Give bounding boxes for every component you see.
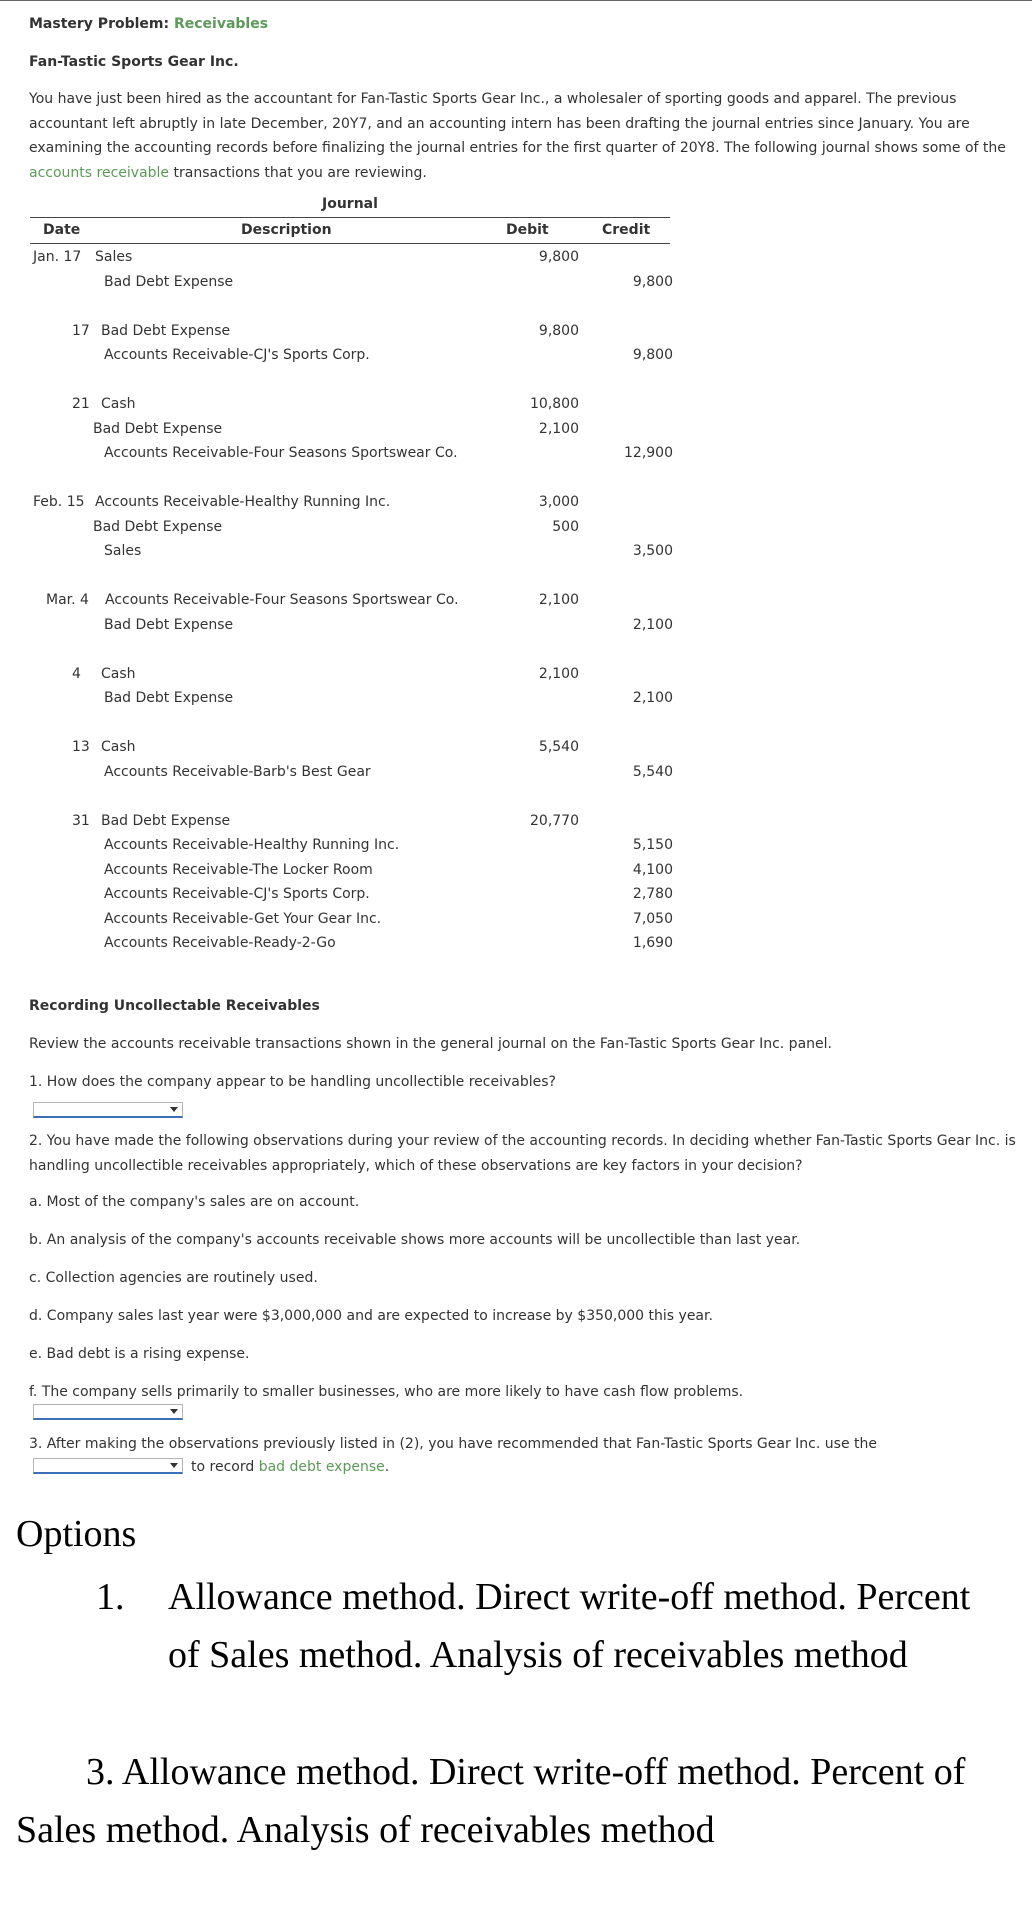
journal-description: Sales (104, 543, 142, 559)
chevron-down-icon (170, 1409, 178, 1414)
intro-text-end: transactions that you are reviewing. (169, 164, 427, 181)
journal-debit: 9,800 (538, 249, 579, 265)
journal-debit: 2,100 (538, 665, 579, 682)
journal-debit: 10,800 (530, 396, 579, 412)
intro-text: You have just been hired as the accountant for Fan-Tastic Sports Gear Inc., a wholesaler of sporting goods and apparel. The previous accountant left abruptly in late December, 20Y7, and an accounting intern has been drafting the journal entries since January. You are examining the accounting records before finalizing the journal entries for the first quarter of 20Y8. The following journal shows some of the (29, 91, 1006, 156)
journal-debit: 5,540 (538, 739, 579, 755)
journal-date: Mar. 4 (46, 592, 89, 608)
bad-debt-expense-link[interactable]: bad debt expense (258, 1459, 385, 1475)
journal-description: Bad Debt Expense (101, 322, 231, 339)
journal-credit: 4,100 (632, 861, 673, 878)
review-text: Review the accounts receivable transactions shown in the general journal on the Fan-Tastic Sports Gear Inc. panel. (29, 1036, 832, 1052)
credit-header: Credit (602, 222, 651, 238)
journal-description: Bad Debt Expense (104, 690, 234, 706)
question-2: 2. You have made the following observations during your review of the accounting records. In deciding whether Fan-Tastic Sports Gear Inc. is handling uncollectible receivables appropriately, which of these observations are key factors in your decision? (29, 1133, 1016, 1174)
q3-dropdown[interactable] (33, 1458, 183, 1474)
journal-debit: 9,800 (538, 322, 579, 339)
question-3: 3. After making the observations previously listed in (2), you have recommended that Fan-Tastic Sports Gear Inc. use the (29, 1436, 877, 1452)
journal-description: Accounts Receivable-CJ's Sports Corp. (104, 347, 370, 363)
chevron-down-icon (170, 1107, 178, 1112)
journal-header-rule (30, 243, 670, 244)
journal-top-rule (30, 217, 670, 218)
problem-title (29, 16, 268, 32)
journal-debit: 500 (552, 518, 579, 535)
journal-date: 17 (72, 322, 90, 339)
observation-c: c. Collection agencies are routinely used. (29, 1270, 318, 1286)
journal-description: Bad Debt Expense (93, 518, 223, 535)
journal-description: Accounts Receivable-Healthy Running Inc. (95, 494, 391, 510)
journal-date: 13 (72, 739, 90, 755)
observation-f: f. The company sells primarily to smaller businesses, who are more likely to have cash flow problems. (29, 1384, 744, 1400)
observation-b: b. An analysis of the company's accounts receivable shows more accounts will be uncollectible than last year. (29, 1232, 801, 1248)
journal-credit: 2,100 (632, 690, 673, 706)
journal-credit: 7,050 (632, 910, 673, 927)
journal-credit: 3,500 (632, 543, 673, 559)
journal-description: Accounts Receivable-Healthy Running Inc. (104, 837, 400, 853)
journal-credit: 2,100 (632, 616, 673, 633)
accounts-receivable-link[interactable]: accounts receivable (29, 164, 170, 181)
journal-debit: 20,770 (530, 812, 579, 829)
question-3-end (191, 1459, 389, 1475)
intro-paragraph (29, 87, 1019, 185)
journal-description: Accounts Receivable-Get Your Gear Inc. (104, 910, 382, 927)
journal-description: Accounts Receivable-Ready-2-Go (104, 935, 336, 951)
journal-title: Journal (322, 196, 378, 212)
description-header: Description (241, 222, 332, 238)
option-3-text: 3. Allowance method. Direct write-off method. Percent of Sales method. Analysis of receivables method (16, 1751, 966, 1851)
journal-description: Cash (101, 739, 136, 755)
journal-date: Jan. 17 (33, 249, 82, 265)
section-title: Recording Uncollectable Receivables (29, 998, 320, 1014)
journal-debit: 2,100 (538, 592, 579, 608)
observation-a: a. Most of the company's sales are on account. (29, 1194, 360, 1210)
q3-to-text: to record (191, 1459, 259, 1475)
observation-d: d. Company sales last year were $3,000,000 and are expected to increase by $350,000 this year. (29, 1308, 713, 1324)
journal-description: Accounts Receivable-Barb's Best Gear (104, 763, 371, 780)
q3-period: . (384, 1459, 390, 1475)
problem-topic-link[interactable]: Receivables (173, 16, 269, 32)
journal-description: Sales (95, 249, 133, 265)
option-1-text: Allowance method. Direct write-off method. Percent of Sales method. Analysis of receivables method (168, 1576, 971, 1676)
journal-credit: 9,800 (632, 273, 673, 290)
company-name: Fan-Tastic Sports Gear Inc. (29, 54, 239, 70)
journal-debit: 3,000 (538, 494, 579, 510)
q1-dropdown[interactable] (33, 1102, 183, 1118)
journal-description: Bad Debt Expense (104, 616, 234, 633)
journal-credit: 5,540 (632, 763, 673, 780)
journal-description: Cash (101, 396, 136, 412)
journal-description: Bad Debt Expense (93, 420, 223, 437)
journal-date: 4 (72, 665, 81, 682)
journal-description: Accounts Receivable-CJ's Sports Corp. (104, 886, 370, 902)
option-1-number: 1. (96, 1576, 125, 1618)
problem-prefix: Mastery Problem: (29, 16, 174, 32)
question-1: 1. How does the company appear to be handling uncollectible receivables? (29, 1074, 556, 1090)
journal-credit: 2,780 (632, 886, 673, 902)
journal-credit: 9,800 (632, 347, 673, 363)
journal-date: Feb. 15 (33, 494, 85, 510)
journal-credit: 5,150 (632, 837, 673, 853)
observation-e: e. Bad debt is a rising expense. (29, 1346, 250, 1362)
date-header: Date (43, 222, 81, 238)
journal-date: 21 (72, 396, 90, 412)
journal-description: Accounts Receivable-Four Seasons Sportswear Co. (104, 445, 458, 461)
options-heading: Options (16, 1513, 137, 1555)
journal-debit: 2,100 (538, 420, 579, 437)
journal-description: Bad Debt Expense (104, 273, 234, 290)
journal-description: Accounts Receivable-The Locker Room (104, 861, 373, 878)
q2-dropdown[interactable] (33, 1404, 183, 1420)
chevron-down-icon (170, 1463, 178, 1468)
journal-credit: 12,900 (624, 445, 673, 461)
journal-description: Bad Debt Expense (101, 812, 231, 829)
journal-date: 31 (72, 812, 90, 829)
journal-description: Cash (101, 665, 136, 682)
journal-description: Accounts Receivable-Four Seasons Sportswear Co. (105, 592, 459, 608)
top-border (0, 0, 1032, 1)
debit-header: Debit (506, 222, 549, 238)
journal-credit: 1,690 (632, 935, 673, 951)
